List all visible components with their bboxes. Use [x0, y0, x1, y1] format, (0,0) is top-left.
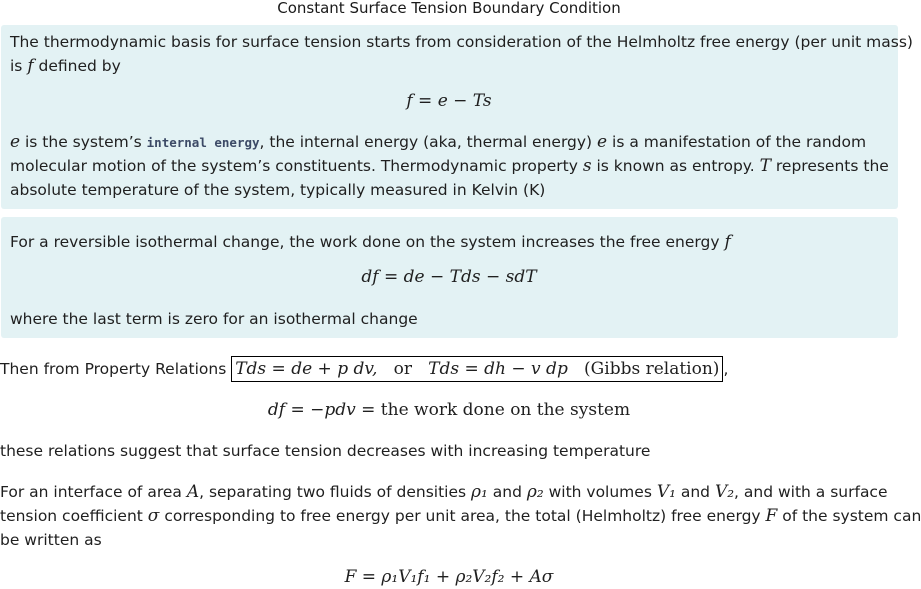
interface-line-1: For an interface of area A, separating two fluids of densities ρ₁ and ρ₂ with volumes V₁ and V₂, and with a surface — [0, 482, 888, 502]
box2-line-1: For a reversible isothermal change, the work done on the system increases the free energy f — [10, 232, 731, 252]
symbol-f: f — [27, 56, 34, 76]
symbol-s: s — [582, 156, 592, 176]
box2-line-3: where the last term is zero for an isothermal change — [10, 310, 418, 328]
helmholtz-equation: f = e − Ts — [406, 91, 492, 111]
total-free-energy-equation: F = ρ₁V₁f₁ + ρ₂V₂f₂ + Aσ — [344, 567, 554, 587]
box1-line-2: is f defined by — [10, 56, 121, 76]
interface-line-2: tension coefficient σ corresponding to free energy per unit area, the total (Helmholtz) free energy F of the system can — [0, 506, 921, 526]
box1-line-1: The thermodynamic basis for surface tension starts from consideration of the Helmholtz free energy (per unit mass) — [10, 33, 913, 51]
interface-line-3: be written as — [0, 531, 102, 549]
gibbs-relation-box: Tds = de + p dv, or Tds = dh − v dp (Gibbs relation) — [231, 356, 723, 382]
work-equation: df = −pdv = the work done on the system — [267, 400, 631, 420]
temperature-remark: these relations suggest that surface tension decreases with increasing temperature — [0, 442, 651, 460]
box1-line-5: absolute temperature of the system, typically measured in Kelvin (K) — [10, 181, 546, 199]
symbol-e: e — [10, 132, 21, 152]
page-title: Constant Surface Tension Boundary Condition — [277, 0, 621, 17]
symbol-T: T — [759, 156, 771, 176]
box1-line-3: e is the system’s internal energy, the internal energy (aka, thermal energy) e is a manifestation of the random — [10, 132, 867, 152]
free-energy-differential-equation: df = de − Tds − sdT — [361, 267, 537, 287]
internal-energy-code: internal energy — [146, 135, 260, 150]
box1-line-4: molecular motion of the system’s constituents. Thermodynamic property s is known as entropy. T represents the — [10, 156, 889, 176]
gibbs-line: Then from Property Relations Tds = de + p dv, or Tds = dh − v dp (Gibbs relation) , — [0, 356, 728, 382]
